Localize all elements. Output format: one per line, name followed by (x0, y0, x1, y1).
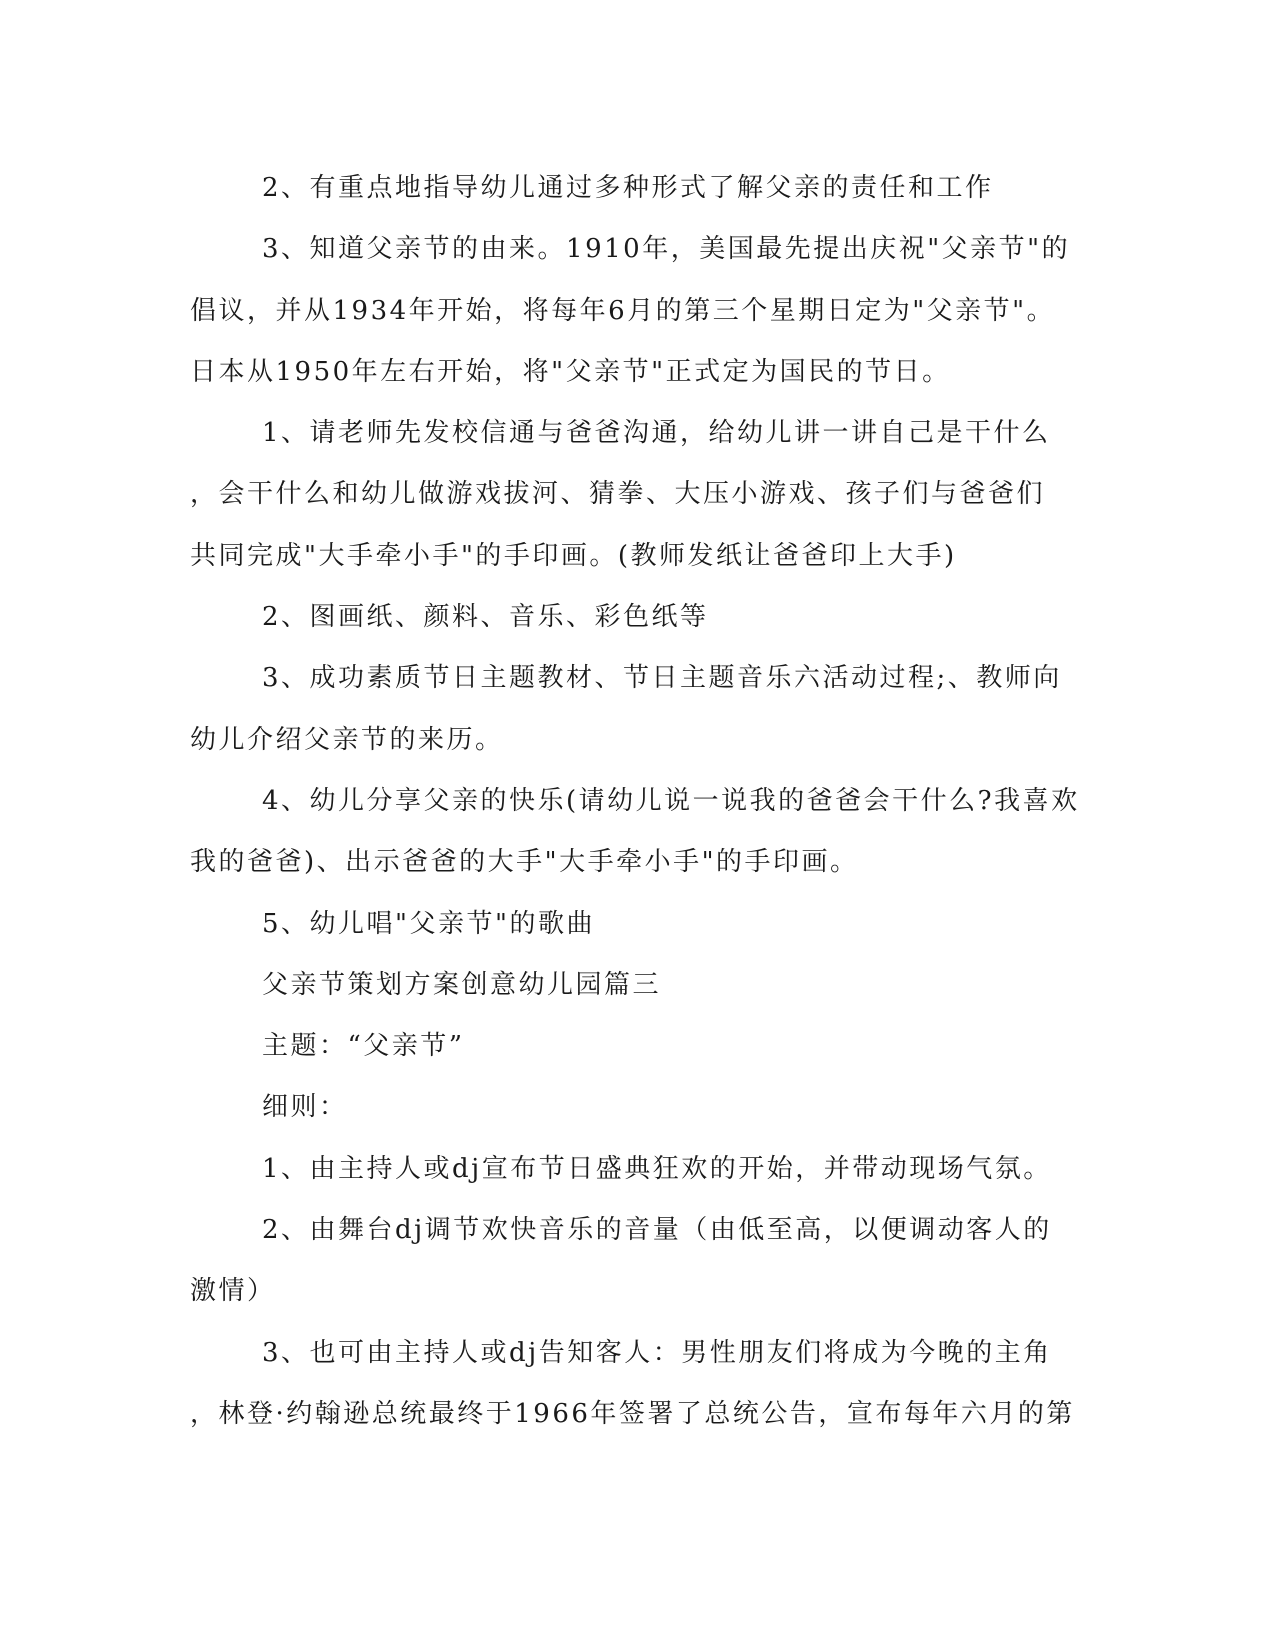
text-line: ，林登·约翰逊总统最终于1966年签署了总统公告，宣布每年六月的第 (190, 1398, 1075, 1429)
text-line: ，会干什么和幼儿做游戏拔河、猜拳、大压小游戏、孩子们与爸爸们 (190, 479, 1046, 510)
text-line: 主题：“父亲节” (262, 1031, 465, 1062)
text-line: 2、图画纸、颜料、音乐、彩色纸等 (262, 602, 709, 633)
section-heading: 父亲节策划方案创意幼儿园篇三 (262, 969, 662, 1000)
text-line: 幼儿介绍父亲节的来历。 (190, 724, 504, 755)
text-line: 3、成功素质节日主题教材、节日主题音乐六活动过程;、教师向 (262, 663, 1062, 694)
text-line: 激情） (190, 1276, 276, 1307)
text-line: 细则： (262, 1092, 348, 1123)
text-line: 2、由舞台dj调节欢快音乐的音量（由低至高，以便调动客人的 (262, 1215, 1052, 1246)
text-line: 日本从1950年左右开始，将"父亲节"正式定为国民的节日。 (190, 356, 951, 387)
text-line: 3、也可由主持人或dj告知客人：男性朋友们将成为今晚的主角 (262, 1337, 1052, 1368)
document-body (190, 158, 1085, 1445)
text-line: 1、由主持人或dj宣布节日盛典狂欢的开始，并带动现场气氛。 (262, 1153, 1052, 1184)
text-line: 2、有重点地指导幼儿通过多种形式了解父亲的责任和工作 (262, 173, 994, 203)
text-line: 1、请老师先发校信通与爸爸沟通，给幼儿讲一讲自己是干什么 (262, 418, 1051, 449)
text-line: 倡议，并从1934年开始，将每年6月的第三个星期日定为"父亲节"。 (190, 295, 1056, 326)
text-line: 我的爸爸)、出示爸爸的大手"大手牵小手"的手印画。 (190, 847, 859, 878)
text-line: 3、知道父亲节的由来。1910年，美国最先提出庆祝"父亲节"的 (262, 234, 1071, 265)
text-line: 共同完成"大手牵小手"的手印画。(教师发纸让爸爸印上大手) (190, 540, 957, 571)
text-line: 5、幼儿唱"父亲节"的歌曲 (262, 908, 595, 939)
text-line: 4、幼儿分享父亲的快乐(请幼儿说一说我的爸爸会干什么?我喜欢 (262, 785, 1080, 816)
